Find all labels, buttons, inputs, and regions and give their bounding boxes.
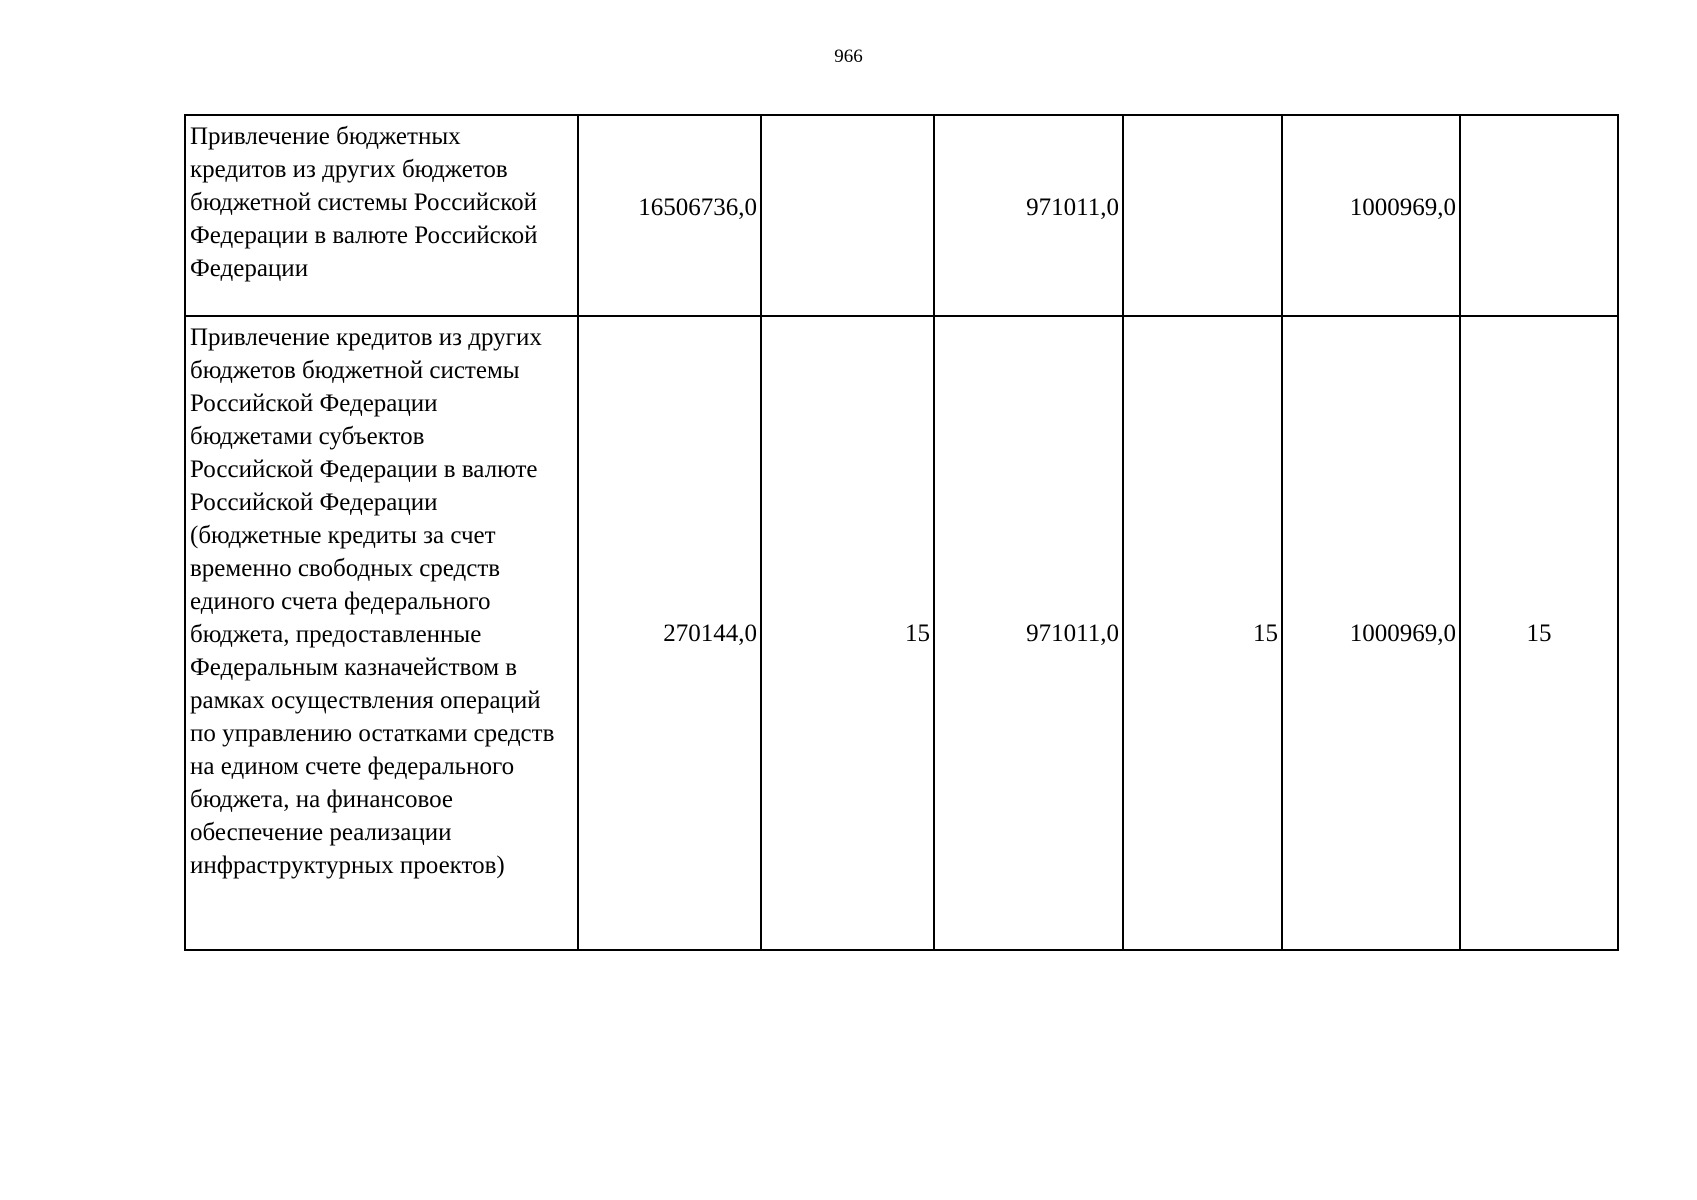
table-row [185, 316, 1618, 950]
amount-value: 1000969,0 [1349, 194, 1456, 221]
row-description: Привлечение кредитов из других бюджетов бюджетной системы Российской Федерации бюджетами субъектов Российской Федерации в валюте Российской Федерации (бюджетные кредиты за счет временно свободных средств единого счета федерального бюджета, предоставленные Федеральным казначейством в рамках осуществления операций по управлению остатками средств на едином счете федерального бюджета, на финансовое обеспечение реализации инфраструктурных проектов) [185, 316, 578, 950]
budget-table [184, 114, 1619, 951]
amount-cell: 270144,0 [578, 316, 761, 950]
amount-cell: 1000969,0 [1282, 316, 1460, 950]
code-cell: 15 [1123, 316, 1282, 950]
code-cell: 15 [761, 316, 934, 950]
code-cell [1123, 115, 1282, 316]
code-cell [1460, 115, 1618, 316]
amount-value: 16506736,0 [638, 194, 757, 221]
amount-cell [934, 115, 1123, 316]
amount-cell [578, 115, 761, 316]
amount-cell [1282, 115, 1460, 316]
code-cell [761, 115, 934, 316]
page-number: 966 [834, 46, 863, 67]
amount-cell: 971011,0 [934, 316, 1123, 950]
row-description: Привлечение бюджетных кредитов из других бюджетов бюджетной системы Российской Федерации в валюте Российской Федерации [185, 115, 578, 316]
table-row [185, 115, 1618, 316]
amount-value: 971011,0 [1026, 194, 1119, 221]
code-cell: 15 [1460, 316, 1618, 950]
